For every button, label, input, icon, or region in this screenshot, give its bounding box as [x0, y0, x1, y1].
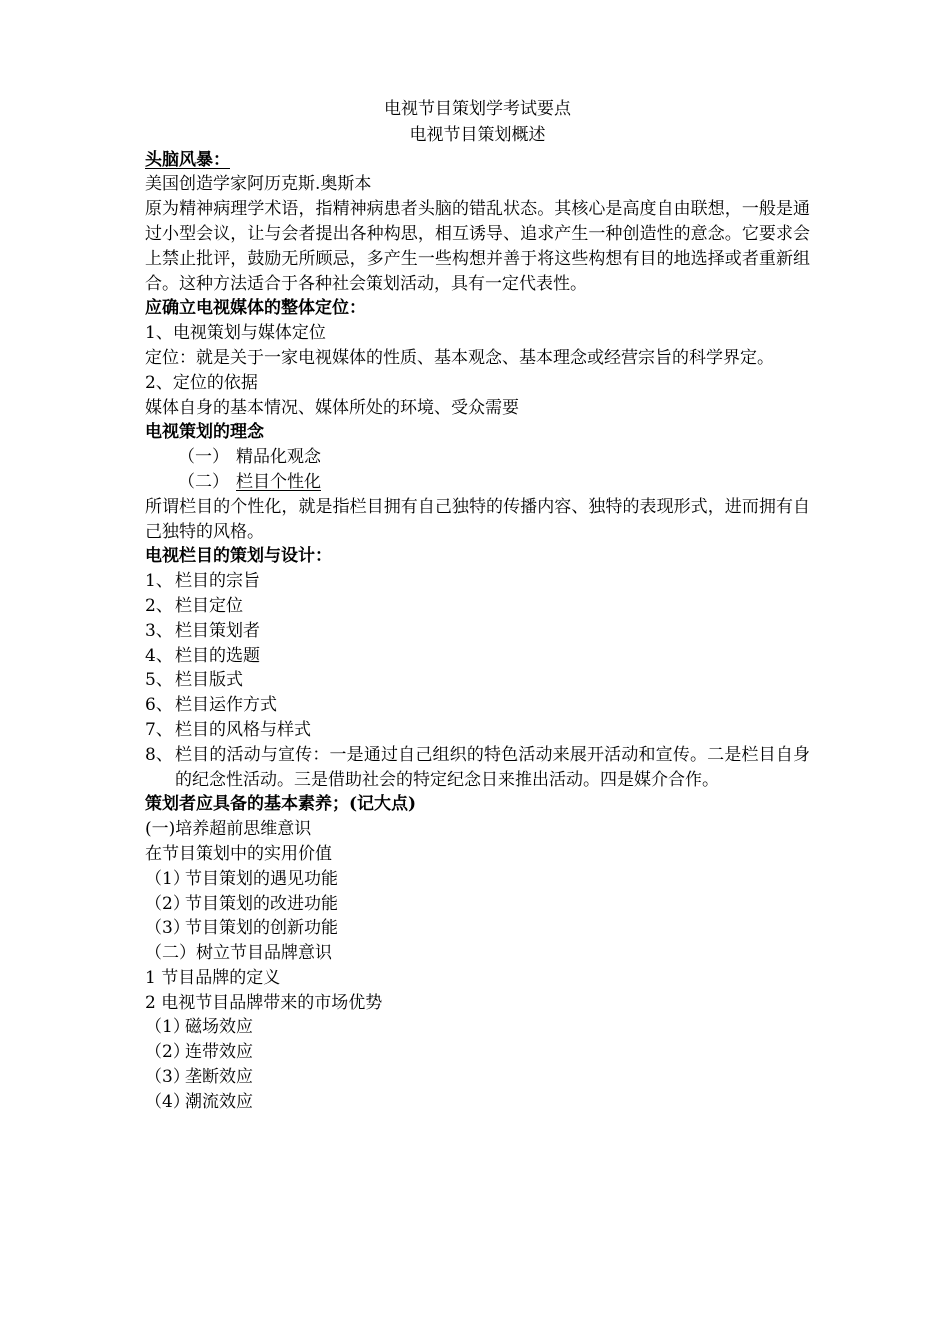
- brainstorm-origin: 美国创造学家阿历克斯.奥斯本: [145, 174, 372, 195]
- concept-item: [145, 445, 810, 470]
- function-item: [145, 916, 810, 941]
- list-item-number: 7、: [145, 719, 173, 740]
- list-item: [145, 619, 810, 644]
- function-item-number: （2）: [145, 893, 190, 914]
- function-item-text: 节目策划的改进功能: [185, 893, 338, 914]
- list-item-text: 栏目版式: [175, 670, 243, 691]
- list-item: [145, 668, 810, 693]
- effect-item: [145, 1090, 810, 1115]
- concept-item: [145, 470, 810, 495]
- list-item-number: 4、: [145, 645, 173, 666]
- list-item-number: 5、: [145, 670, 173, 691]
- function-item-number: （3）: [145, 918, 190, 939]
- concept-item-text: 精品化观念: [236, 447, 321, 468]
- personalization-paragraph: 所谓栏目的个性化，就是指栏目拥有自己独特的传播内容、独特的表现形式，进而拥有自己独特的风格。: [145, 496, 810, 542]
- document-title: 电视节目策划学考试要点: [384, 99, 571, 119]
- function-item-text: 节目策划的遇见功能: [185, 868, 338, 889]
- concept-item-text: 栏目个性化: [236, 471, 321, 492]
- effect-item-number: （1）: [145, 1017, 190, 1038]
- list-item-text: 栏目定位: [175, 595, 243, 616]
- effect-item: [145, 1015, 810, 1040]
- list-item: [145, 594, 810, 619]
- effect-item-number: （2）: [145, 1042, 190, 1063]
- positioning-definition: 定位：就是关于一家电视媒体的性质、基本观念、基本理念或经营宗旨的科学界定。: [145, 347, 774, 368]
- section-heading-brainstorm: 头脑风暴：: [145, 149, 230, 170]
- list-item: [145, 569, 810, 594]
- effect-item-text: 磁场效应: [185, 1017, 253, 1038]
- list-item-text: 栏目的活动与宣传：一是通过自己组织的特色活动来展开活动和宣传。二是栏目自身的纪念性活动。三是借助社会的特定纪念日来推出活动。四是媒介合作。: [175, 744, 810, 790]
- list-item-number: 1、: [145, 571, 173, 592]
- list-item: [145, 718, 810, 743]
- function-item: [145, 867, 810, 892]
- effect-item-text: 连带效应: [185, 1042, 253, 1063]
- list-item-number: 8、: [145, 744, 173, 765]
- brand-item-2: 2 电视节目品牌带来的市场优势: [145, 992, 383, 1013]
- qualities-sub-1-intro: 在节目策划中的实用价值: [145, 843, 332, 864]
- list-item-number: 3、: [145, 620, 173, 641]
- qualities-sub-2: （二）树立节目品牌意识: [145, 943, 332, 964]
- list-item-text: 栏目策划者: [175, 620, 260, 641]
- brainstorm-paragraph: 原为精神病理学术语，指精神病患者头脑的错乱状态。其核心是高度自由联想，一般是通过小型会议，让与会者提出各种构思，相互诱导、追求产生一种创造性的意念。它要求会上禁止批评，鼓励无所顾忌，多产生一些构想并善于将这些构想有目的地选择或者重新组合。这种方法适合于各种社会策划活动，具有一定代表性。: [145, 199, 810, 294]
- section-heading-program-design: 电视栏目的策划与设计：: [145, 546, 332, 567]
- list-item-text: 栏目的选题: [175, 645, 260, 666]
- positioning-item-1: 1、电视策划与媒体定位: [145, 323, 326, 344]
- positioning-basis: 媒体自身的基本情况、媒体所处的环境、受众需要: [145, 397, 519, 418]
- section-heading-positioning: 应确立电视媒体的整体定位：: [145, 298, 366, 319]
- section-heading-concepts: 电视策划的理念: [145, 422, 264, 443]
- list-item-number: 2、: [145, 595, 173, 616]
- effect-item-number: （3）: [145, 1067, 190, 1088]
- effect-item-text: 垄断效应: [185, 1067, 253, 1088]
- document-page: [145, 97, 810, 1115]
- document-subtitle: 电视节目策划概述: [409, 124, 546, 145]
- list-item-number: 6、: [145, 695, 173, 716]
- concept-item-number: （二）: [178, 471, 229, 492]
- positioning-item-2: 2、定位的依据: [145, 372, 258, 393]
- list-item-text: 栏目运作方式: [175, 695, 277, 716]
- list-item: [145, 644, 810, 669]
- brand-item-1: 1 节目品牌的定义: [145, 967, 281, 988]
- effect-item: [145, 1040, 810, 1065]
- list-item-text: 栏目的宗旨: [175, 571, 260, 592]
- qualities-sub-1: (一)培养超前思维意识: [145, 819, 312, 840]
- list-item-text: 栏目的风格与样式: [175, 719, 311, 740]
- effect-item: [145, 1065, 810, 1090]
- function-item-text: 节目策划的创新功能: [185, 918, 338, 939]
- function-item: [145, 892, 810, 917]
- concept-item-number: （一）: [178, 447, 229, 468]
- list-item: [145, 743, 810, 793]
- function-item-number: （1）: [145, 868, 190, 889]
- effect-item-number: （4）: [145, 1091, 190, 1112]
- section-heading-qualities: 策划者应具备的基本素养；(记大点): [145, 794, 417, 815]
- program-design-list: [145, 569, 810, 792]
- list-item: [145, 693, 810, 718]
- effect-item-text: 潮流效应: [185, 1091, 253, 1112]
